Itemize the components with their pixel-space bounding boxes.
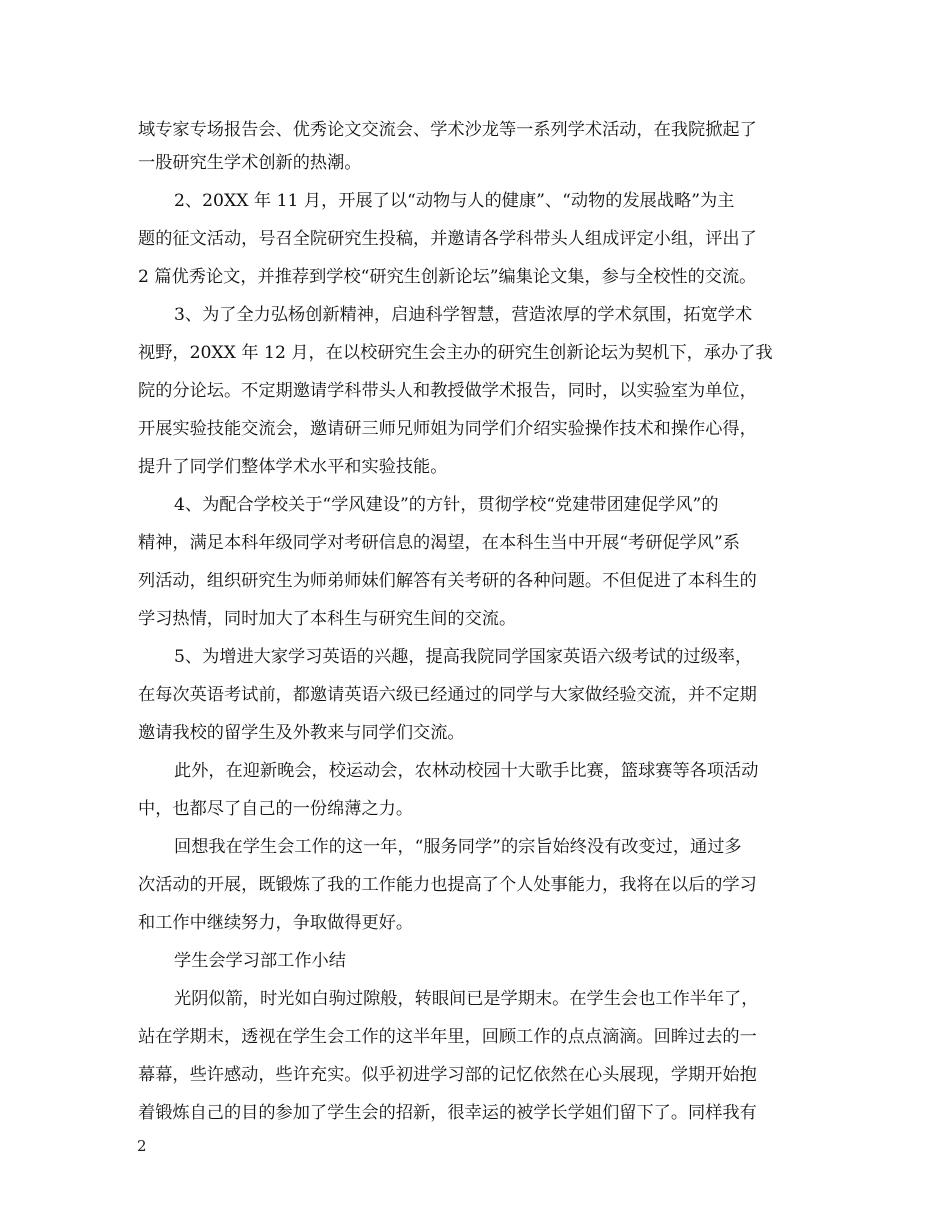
body-text-line: 幕幕，些许感动，些许充实。似乎初进学习部的记忆依然在心头展现，学期开始抱 [138,1065,757,1085]
body-text-line: 邀请我校的留学生及外教来与同学们交流。 [138,723,465,743]
section-heading: 学生会学习部工作小结 [174,951,346,971]
body-text-line: 视野，20XX 年 12 月，在以校研究生会主办的研究生创新论坛为契机下，承办了我 [138,343,773,363]
body-text-line: 提升了同学们整体学术水平和实验技能。 [138,457,448,477]
body-text-line: 着锻炼自己的目的参加了学生会的招新，很幸运的被学长学姐们留下了。同样我有 [138,1103,757,1123]
body-text-line: 在每次英语考试前，都邀请英语六级已经通过的同学与大家做经验交流，并不定期 [138,685,757,705]
body-text-line: 一股研究生学术创新的热潮。 [138,153,362,173]
paragraph-item-4-first-line: 4、为配合学校关于“学风建设”的方针，贯彻学校“党建带团建促学风”的 [174,495,719,515]
body-text-line: 列活动，组织研究生为师弟师妹们解答有关考研的各种问题。不但促进了本科生的 [138,571,757,591]
paragraph-item-5-first-line: 5、为增进大家学习英语的兴趣，提高我院同学国家英语六级考试的过级率， [174,647,753,667]
body-text-line: 院的分论坛。不定期邀请学科带头人和教授做学术报告，同时，以实验室为单位， [138,381,757,401]
body-text-line: 题的征文活动，号召全院研究生投稿，并邀请各学科带头人组成评定小组，评出了 [138,229,757,249]
body-text-line: 精神，满足本科年级同学对考研信息的渴望，在本科生当中开展“考研促学风”系 [138,533,740,553]
body-text-line: 学习热情，同时加大了本科生与研究生间的交流。 [138,609,517,629]
body-text-line: 和工作中继续努力，争取做得更好。 [138,913,414,933]
body-text-line: 开展实验技能交流会，邀请研三师兄师姐为同学们介绍实验操作技术和操作心得， [138,419,757,439]
body-text-line: 站在学期末，透视在学生会工作的这半年里，回顾工作的点点滴滴。回眸过去的一 [138,1027,757,1047]
page-number: 2 [137,1137,147,1155]
paragraph-item-3-first-line: 3、为了全力弘杨创新精神，启迪科学智慧，营造浓厚的学术氛围，拓宽学术 [174,305,753,325]
body-text-line: 中，也都尽了自己的一份绵薄之力。 [138,799,414,819]
body-text-line: 2 篇优秀论文，并推荐到学校“研究生创新论坛”编集论文集，参与全校性的交流。 [138,267,757,287]
body-text-line: 域专家专场报告会、优秀论文交流会、学术沙龙等一系列学术活动，在我院掀起了 [138,120,757,140]
paragraph-item-2-first-line: 2、20XX 年 11 月，开展了以“动物与人的健康”、“动物的发展战略”为主 [174,191,735,211]
body-text-line: 次活动的开展，既锻炼了我的工作能力也提高了个人处事能力，我将在以后的学习 [138,875,757,895]
paragraph-first-line: 回想我在学生会工作的这一年，“服务同学”的宗旨始终没有改变过，通过多 [174,837,742,857]
paragraph-first-line: 此外，在迎新晚会，校运动会，农林动校园十大歌手比赛，篮球赛等各项活动 [174,761,759,781]
paragraph-first-line: 光阴似箭，时光如白驹过隙般，转眼间已是学期末。在学生会也工作半年了， [174,989,759,1009]
